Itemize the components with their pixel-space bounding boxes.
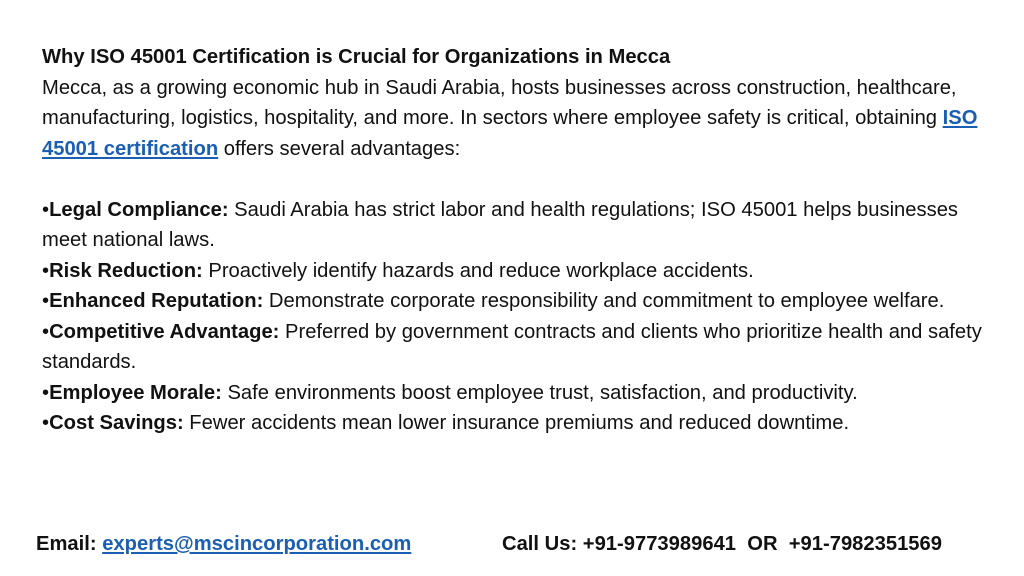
list-item-risk-reduction [42,256,1002,287]
bullet-term: Employee Morale: [49,381,222,404]
bullet-text: Fewer accidents mean lower insurance premiums and reduced downtime. [183,412,850,434]
phone-separator: OR [736,533,789,555]
list-item-enhanced-reputation [42,286,1002,317]
intro-paragraph [42,73,1002,165]
call-label: Call Us: [502,533,583,555]
advantages-list [42,195,1002,439]
bullet-term: Enhanced Reputation: [49,290,264,312]
bullet-icon: • [42,290,50,312]
phone-number-2: +91-7982351569 [788,533,942,555]
bullet-text: Demonstrate corporate responsibility and commitment to employee welfare. [263,290,945,312]
bullet-term: Competitive Advantage: [49,320,280,343]
bullet-text: Proactively identify hazards and reduce workplace accidents. [202,259,754,282]
contact-footer [0,528,1024,560]
phone-number-1: +91-9773989641 [582,533,737,555]
bullet-icon: • [42,198,50,221]
intro-text-before: Mecca, as a growing economic hub in Saudi Arabia, hosts businesses across construction, healthcare, manufacturing, logistics, hospitality, and more. In sectors where employee safety is critical, obtaining [42,76,957,129]
bullet-icon: • [42,381,50,404]
bullet-term: Legal Compliance: [49,198,229,221]
paragraph-spacer [42,164,1002,195]
email-contact [36,528,411,560]
phone-contact [502,528,942,560]
bullet-icon: • [42,259,50,282]
list-item-legal-compliance [42,195,1002,256]
email-link[interactable]: experts@mscincorporation.com [102,533,412,555]
document-body [42,42,1002,439]
bullet-text: Safe environments boost employee trust, satisfaction, and productivity. [221,381,858,404]
email-label: Email: [36,533,103,555]
iso-45001-certification-link[interactable]: ISO 45001 certification [42,107,978,160]
bullet-term: Risk Reduction: [49,259,203,282]
bullet-text: Preferred by government contracts and clients who prioritize health and safety standards. [42,320,982,373]
page-title: Why ISO 45001 Certification is Crucial for Organizations in Mecca [42,46,671,68]
intro-text-after: offers several advantages: [218,137,461,160]
bullet-icon: • [42,412,50,434]
bullet-icon: • [42,320,50,343]
bullet-text: Saudi Arabia has strict labor and health regulations; ISO 45001 helps businesses meet national laws. [42,198,959,251]
list-item-competitive-advantage [42,317,1002,378]
list-item-cost-savings [42,408,1002,439]
list-item-employee-morale [42,378,1002,409]
bullet-term: Cost Savings: [49,412,184,434]
